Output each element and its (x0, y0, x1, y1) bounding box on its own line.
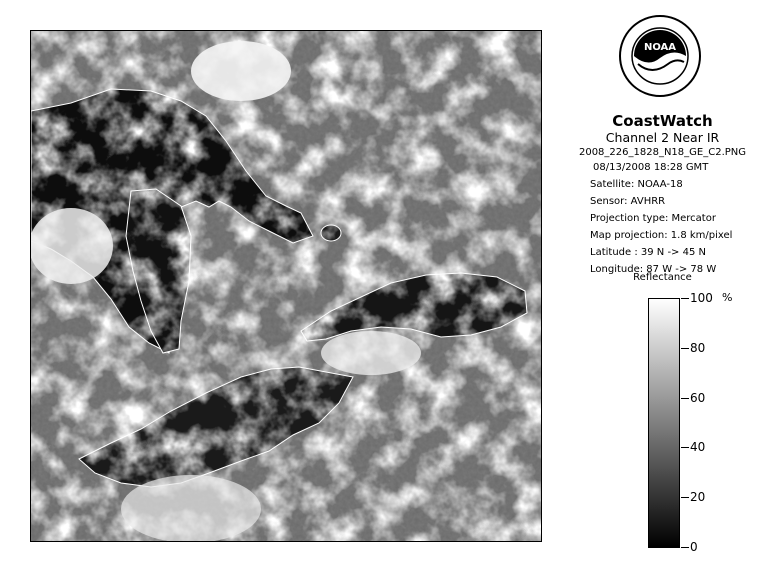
satellite-image-svg (31, 31, 542, 542)
colorbar-tick (681, 547, 689, 548)
colorbar-tick (681, 298, 689, 299)
satellite-label: Satellite: NOAA-18 (590, 179, 683, 190)
colorbar-tick (681, 497, 689, 498)
colorbar-tick-label: 100 (690, 291, 713, 305)
cloud-cover (31, 31, 542, 542)
file-name: 2008_226_1828_N18_GE_C2.PNG (578, 147, 747, 158)
logo-text: NOAA (643, 42, 677, 53)
colorbar-tick (681, 348, 689, 349)
cloud-mass (31, 208, 113, 284)
sensor-label: Sensor: AVHRR (590, 196, 666, 207)
channel-label: Channel 2 Near IR (605, 130, 720, 145)
projection-type-label: Projection type: Mercator (590, 213, 716, 224)
cloud-mass (321, 331, 421, 375)
colorbar-tick-label: 0 (690, 540, 698, 554)
longitude-label: Longitude: 87 W -> 78 W (590, 264, 717, 275)
colorbar-unit: % (722, 291, 733, 304)
cloud-mass (121, 475, 261, 542)
map-projection-label: Map projection: 1.8 km/pixel (590, 230, 733, 241)
colorbar-tick-label: 20 (690, 490, 706, 505)
latitude-label: Latitude : 39 N -> 45 N (590, 247, 706, 258)
colorbar (648, 298, 680, 548)
colorbar-tick (681, 447, 689, 448)
colorbar-tick-label: 40 (690, 440, 706, 455)
colorbar-tick-label: 80 (690, 340, 706, 355)
product-title: CoastWatch (612, 112, 713, 130)
noaa-logo-icon (618, 14, 702, 98)
satellite-image (30, 30, 542, 542)
cloud-mass (191, 41, 291, 101)
colorbar-title: Reflectance (633, 272, 692, 283)
datetime-label: 08/13/2008 18:28 GMT (593, 162, 709, 173)
colorbar-tick-label: 60 (690, 390, 706, 405)
colorbar-tick (681, 398, 689, 399)
